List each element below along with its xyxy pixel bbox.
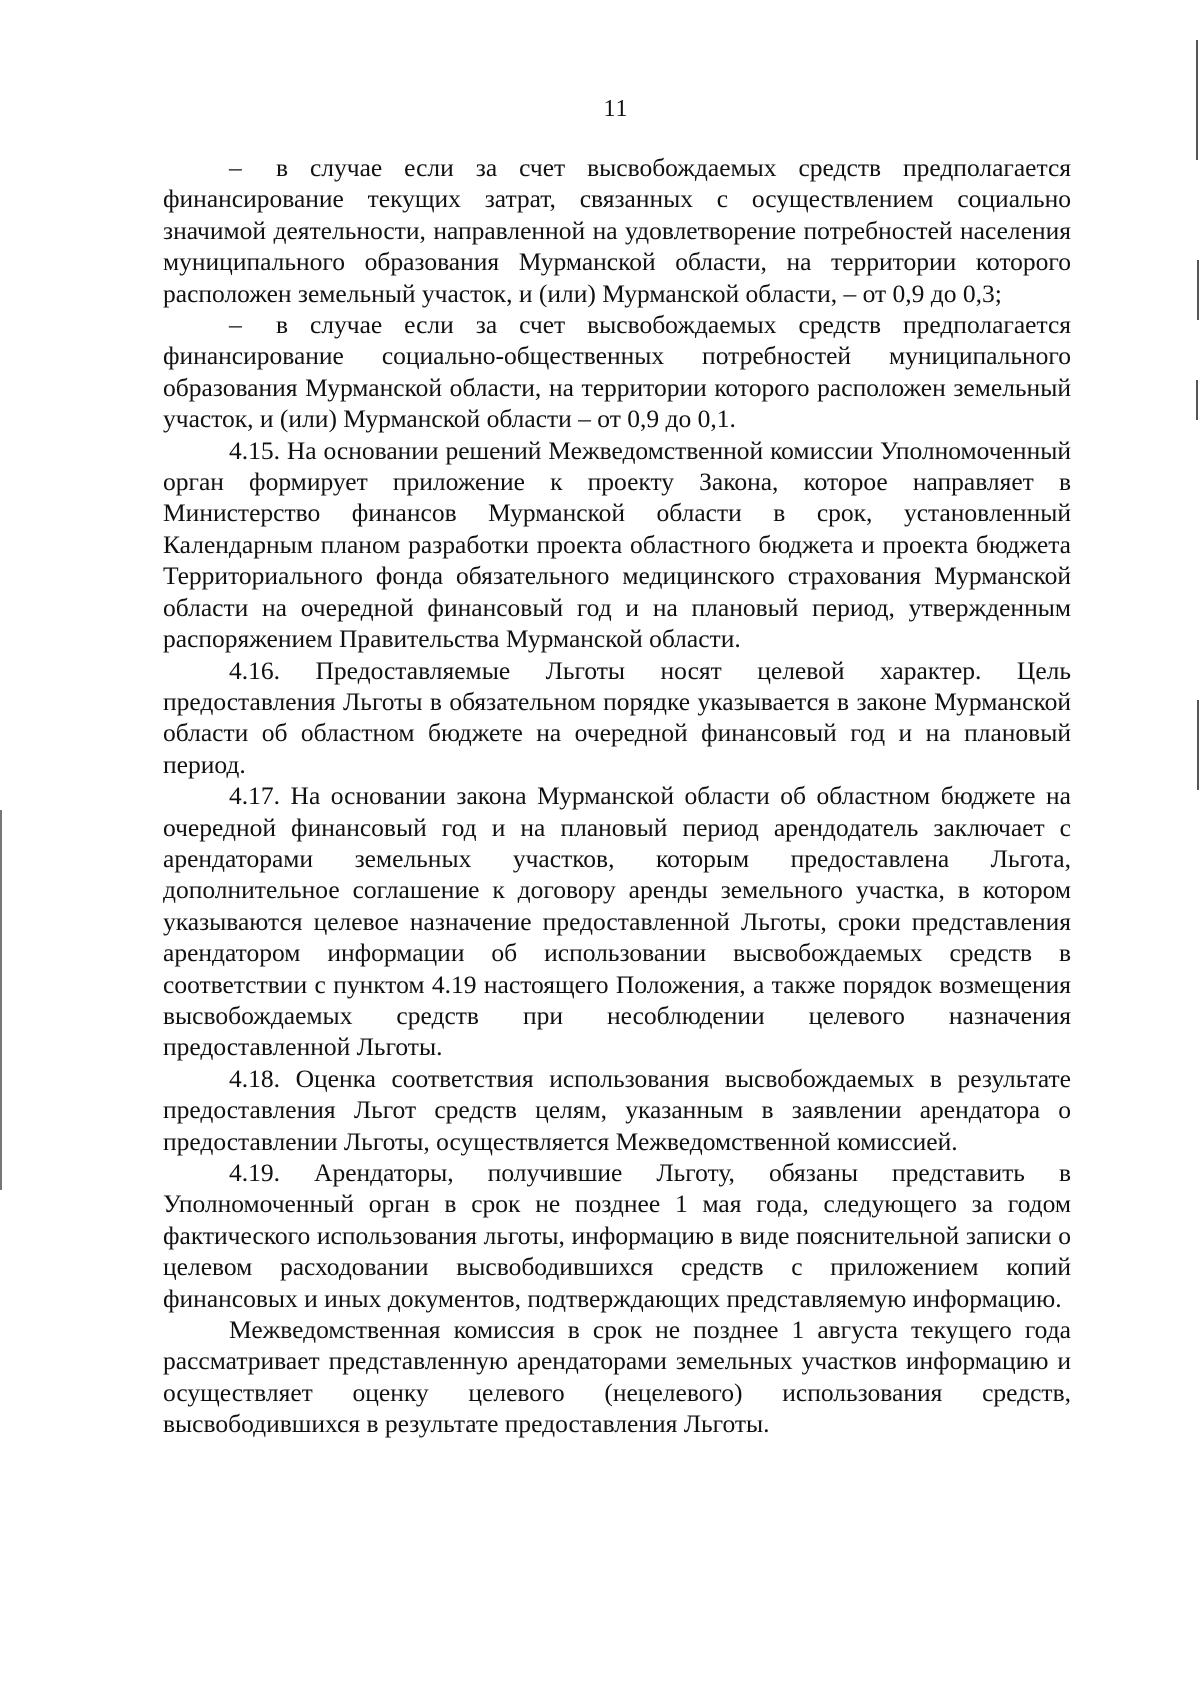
scan-mark <box>1197 260 1199 320</box>
paragraph-4-16: 4.16. Предоставляемые Льготы носят целевой характер. Цель предоставления Льготы в обязательном порядке указывается в законе Мурманской области об областном бюджете на очередной финансовый год и на плановый период. <box>163 655 1071 779</box>
scan-left-mark <box>0 810 2 1190</box>
paragraph-final: Межведомственная комиссия в срок не позднее 1 августа текущего года рассматривает представленную арендаторами земельных участков информацию и осуществляет оценку целевого (нецелевого) использования средств, высвободившихся в результате предоставления Льготы. <box>163 1315 1071 1439</box>
paragraph-4-18: 4.18. Оценка соответствия использования высвобождаемых в результате предоставления Льгот средств целям, указанным в заявлении арендатора о предоставлении Льготы, осуществляется Межведомственной комиссией. <box>163 1063 1071 1156</box>
document-body <box>163 152 1071 1440</box>
paragraph-4-17: 4.17. На основании закона Мурманской области об областном бюджете на очередной финансовый год и на плановый период арендодатель заключает с арендаторами земельных участков, которым предоставлена Льгота, дополнительное соглашение к договору аренды земельного участка, в котором указываются целевое назначение предоставленной Льготы, сроки представления арендатором информации об использовании высвобождаемых средств в соответствии с пунктом 4.19 настоящего Положения, а также порядок возмещения высвобождаемых средств при несоблюдении целевого назначения предоставленной Льготы. <box>163 781 1071 1062</box>
paragraph-text: в случае если за счет высвобождаемых средств предполагается финансирование текущих затрат, связанных с осуществлением социально значимой деятельности, направленной на удовлетворение потребностей населения муниципального образования Мурманской области, на территории которого расположен земельный участок, и (или) Мурманской области, – от 0,9 до 0,3; <box>163 153 1071 308</box>
paragraph-4-19: 4.19. Арендаторы, получившие Льготу, обязаны представить в Уполномоченный орган в срок не позднее 1 мая года, следующего за годом фактического использования льготы, информацию в виде пояснительной записки о целевом расходовании высвободившихся средств с приложением копий финансовых и иных документов, подтверждающих представляемую информацию. <box>163 1158 1071 1313</box>
scan-mark <box>1196 380 1198 420</box>
dash-bullet: – <box>229 153 242 182</box>
paragraph-text: в случае если за счет высвобождаемых средств предполагается финансирование социально-общественных потребностей муниципального образования Мурманской области, на территории которого расположен земельный участок, и (или) Мурманской области – от 0,9 до 0,1. <box>163 310 1071 434</box>
page-number: 11 <box>603 96 629 122</box>
scan-mark <box>1197 700 1199 790</box>
dash-bullet: – <box>229 310 242 340</box>
paragraph-dash-1 <box>163 152 1071 309</box>
scan-mark <box>1196 40 1198 160</box>
paragraph-dash-2 <box>163 309 1071 435</box>
paragraph-4-15: 4.15. На основании решений Межведомственной комиссии Уполномоченный орган формирует приложение к проекту Закона, которое направляет в Министерство финансов Мурманской области в срок, установленный Календарным планом разработки проекта областного бюджета и проекта бюджета Территориального фонда обязательного медицинского страхования Мурманской области на очередной финансовый год и на плановый период, утвержденным распоряжением Правительства Мурманской области. <box>163 435 1071 654</box>
scan-edge-artifacts <box>1194 0 1200 1694</box>
